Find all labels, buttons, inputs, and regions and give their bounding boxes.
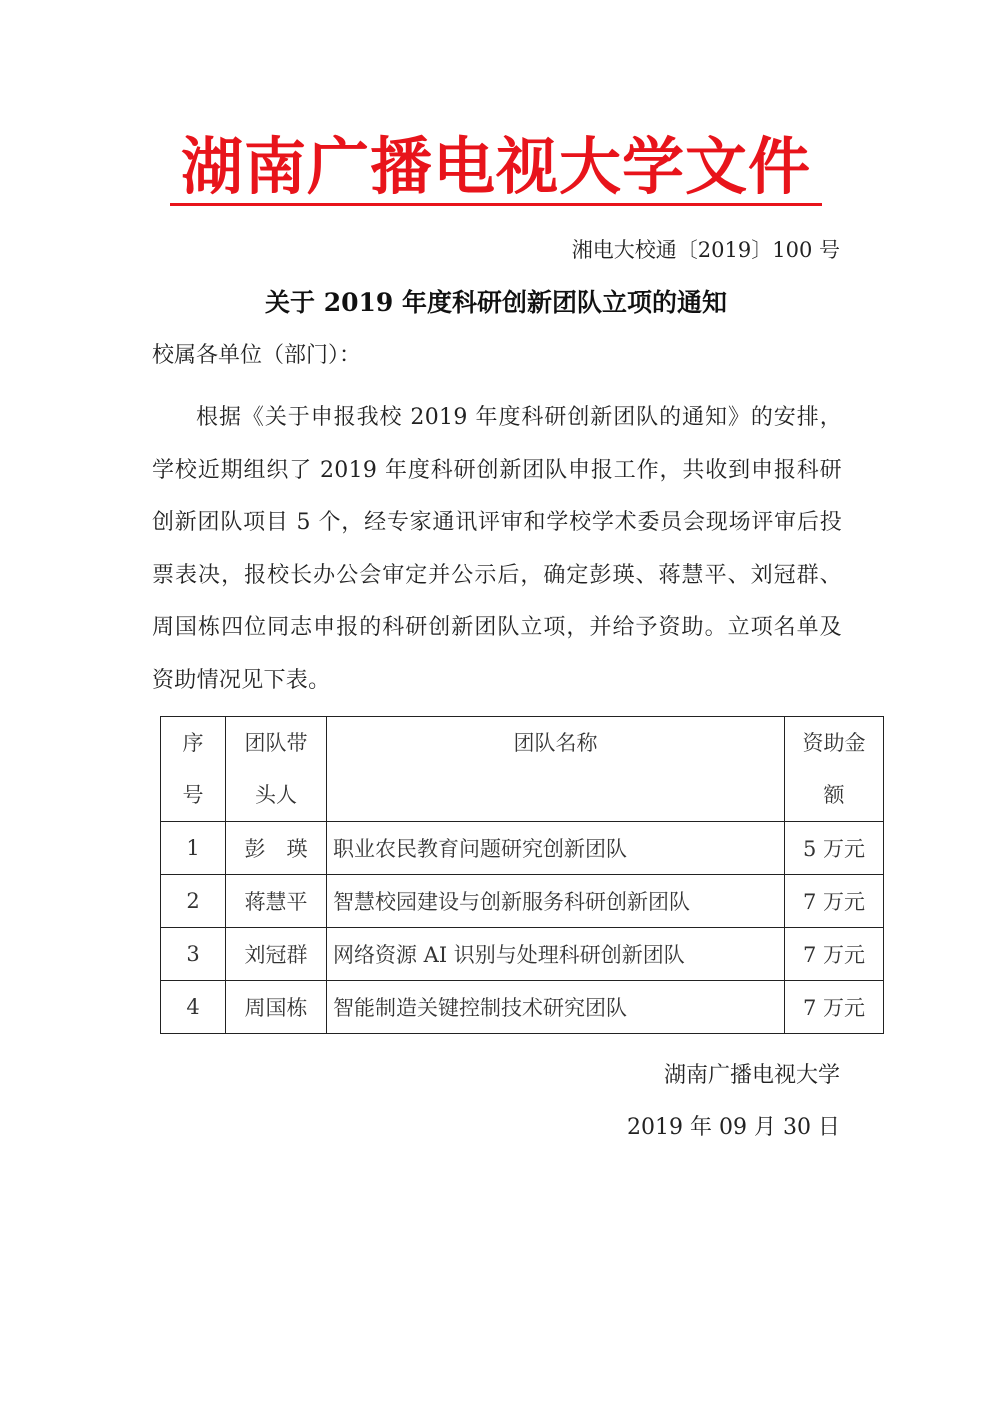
salutation: 校属各单位（部门）：	[152, 343, 362, 368]
table-row	[161, 928, 884, 981]
row-amount: 7 万元	[785, 981, 884, 1034]
row-index: 4	[161, 981, 226, 1034]
notice-title: 关于 2019 年度科研创新团队立项的通知	[265, 288, 727, 317]
issue-date: 2019 年 09 月 30 日	[627, 1115, 840, 1140]
row-team-name: 智能制造关键控制技术研究团队	[327, 981, 785, 1034]
header-index: 序号	[161, 717, 226, 822]
document-header-title: 湖南广播电视大学文件	[180, 130, 811, 203]
header-leader: 团队带头人	[226, 717, 327, 822]
table-row	[161, 981, 884, 1034]
header-amount: 资助金额	[785, 717, 884, 822]
table-header-row	[161, 717, 884, 822]
header-team-name: 团队名称	[327, 717, 785, 822]
row-amount: 5 万元	[785, 822, 884, 875]
row-index: 1	[161, 822, 226, 875]
row-team-name: 职业农民教育问题研究创新团队	[327, 822, 785, 875]
notice-body: 根据《关于申报我校 2019 年度科研创新团队的通知》的安排，学校近期组织了 2019 年度科研创新团队申报工作，共收到申报科研创新团队项目 5 个，经专家通讯评审和学校学术委员会现场评审后投票表决，报校长办公会审定并公示后，确定彭瑛、蒋慧平、刘冠群、周国栋四位同志申报的科研创新团队立项，并给予资助。立项名单及资助情况见下表。	[152, 405, 842, 693]
row-amount: 7 万元	[785, 928, 884, 981]
header-red-rule	[170, 203, 822, 206]
issuer-signature: 湖南广播电视大学	[663, 1063, 840, 1088]
row-index: 3	[161, 928, 226, 981]
row-team-name: 智慧校园建设与创新服务科研创新团队	[327, 875, 785, 928]
row-leader: 周国栋	[226, 981, 327, 1034]
table-row	[161, 875, 884, 928]
funding-table	[160, 716, 884, 1034]
table-row	[161, 822, 884, 875]
row-leader: 刘冠群	[226, 928, 327, 981]
row-amount: 7 万元	[785, 875, 884, 928]
document-number: 湘电大校通〔2019〕100 号	[571, 238, 840, 262]
row-leader: 蒋慧平	[226, 875, 327, 928]
row-leader: 彭 瑛	[226, 822, 327, 875]
row-team-name: 网络资源 AI 识别与处理科研创新团队	[327, 928, 785, 981]
row-index: 2	[161, 875, 226, 928]
